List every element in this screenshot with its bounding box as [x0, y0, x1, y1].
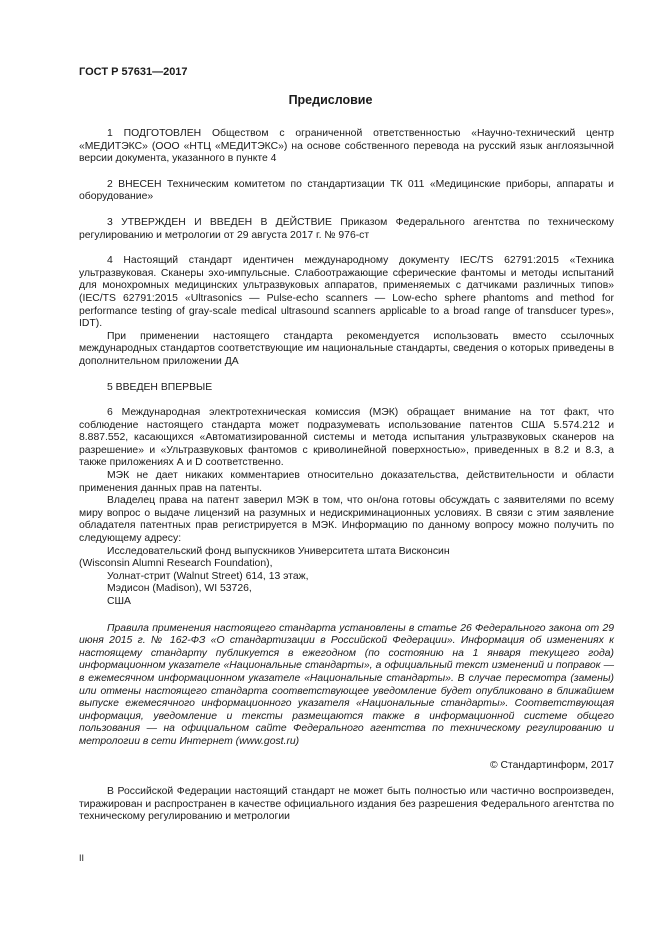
- paragraph-5: 5 ВВЕДЕН ВПЕРВЫЕ: [107, 381, 213, 393]
- paragraph-1: 1 ПОДГОТОВЛЕН Обществом с ограниченной ответственностью «Научно-технический центр «МЕДИТЭКС» (ООО «НТЦ «МЕДИТЭКС») на основе собственного перевода на русский язык англоязычной версии документа, указанного в пункте 4: [79, 128, 614, 165]
- address-line-2: (Wisconsin Alumni Research Foundation),: [79, 558, 273, 570]
- document-number: ГОСТ Р 57631—2017: [79, 66, 188, 78]
- address-line-1: Исследовательский фонд выпускников Университета штата Висконсин: [107, 545, 450, 557]
- standard-rules-notice: Правила применения настоящего стандарта установлены в статье 26 Федерального закона от 29 июня 2015 г. № 162-ФЗ «О стандартизации в Российской Федерации». Информация об изменениях к настоящему стандарту публикуется в ежегодном (по состоянию на 1 января текущего года) информационном указателе «Национальные стандарты», а официальный текст изменений и поправок — в ежемесячном информационном указателе «Национальные стандарты». В случае пересмотра (замены) или отмены настоящего стандарта соответствующее уведомление будет опубликовано в ближайшем выпуске ежемесячного информационного указателя «Национальные стандарты». Соответствующая информация, уведомление и тексты размещаются также в информационной системе общего пользования — на официальном сайте Федерального агентства по техническому регулированию и метрологии в сети Интернет (www.gost.ru): [79, 622, 614, 747]
- paragraph-2: 2 ВНЕСЕН Техническим комитетом по стандартизации ТК 011 «Медицинские приборы, аппараты и оборудование»: [79, 178, 614, 203]
- paragraph-4: 4 Настоящий стандарт идентичен международному документу IEC/TS 62791:2015 «Техника ультразвуковая. Сканеры эхо-импульсные. Слабоотражающие сферические фантомы и методы испытаний для монохромных медицинских ультразвуковых аппаратов, применяемых с датчиками различных типов» (IEC/TS 62791:2015 «Ultrasonics — Pulse-echo scanners — Low-echo sphere phantoms and method for performance testing of gray-scale medical ultrasound scanners applicable to a broad range of transducer types», IDT).: [79, 255, 614, 330]
- paragraph-3: 3 УТВЕРЖДЕН И ВВЕДЕН В ДЕЙСТВИЕ Приказом Федерального агентства по техническому регулированию и метрологии от 29 августа 2017 г. № 976-ст: [79, 216, 614, 241]
- reproduction-notice: В Российской Федерации настоящий стандарт не может быть полностью или частично воспроизведен, тиражирован и распространен в качестве официального издания без разрешения Федерального агентства по техническому регулированию и метрологии: [79, 786, 614, 823]
- paragraph-6-holder: Владелец права на патент заверил МЭК в том, что он/она готовы обсуждать с заявителями по всему миру вопрос о выдаче лицензий на разумных и недискриминационных условиях. В связи с этим заявление обладателя патентных прав регистрируется в МЭК. Информацию по данному вопросу можно получить по следующему адресу:: [79, 495, 614, 545]
- patent-holder-address: [79, 546, 614, 609]
- address-line-3: Уолнат-стрит (Walnut Street) 614, 13 этаж,: [107, 570, 309, 582]
- address-line-5: США: [107, 596, 131, 607]
- document-body: [79, 128, 614, 824]
- paragraph-4-note: При применении настоящего стандарта рекомендуется использовать вместо ссылочных международных стандартов соответствующие им национальные стандарты, сведения о которых приведены в дополнительном приложении ДА: [79, 330, 614, 367]
- page-title: Предисловие: [288, 93, 373, 107]
- paragraph-6: 6 Международная электротехническая комиссия (МЭК) обращает внимание на тот факт, что соблюдение настоящего стандарта может подразумевать использование патентов США 5.574.212 и 8.887.552, касающихся «Автоматизированной системы и метода испытания ультразвуковых сканеров на разрешение» и «Ультразвуковых фантомов с криволинейной поверхностью», приведенных в 8.2 и 8.3, а также приложениях А и D соответственно.: [79, 407, 614, 469]
- paragraph-6-patents: МЭК не дает никаких комментариев относительно доказательства, действительности и области применения данных прав на патенты.: [79, 470, 614, 494]
- copyright: © Стандартинформ, 2017: [489, 759, 614, 771]
- page-number: II: [79, 853, 85, 863]
- address-line-4: Мэдисон (Madison), WI 53726,: [107, 583, 252, 595]
